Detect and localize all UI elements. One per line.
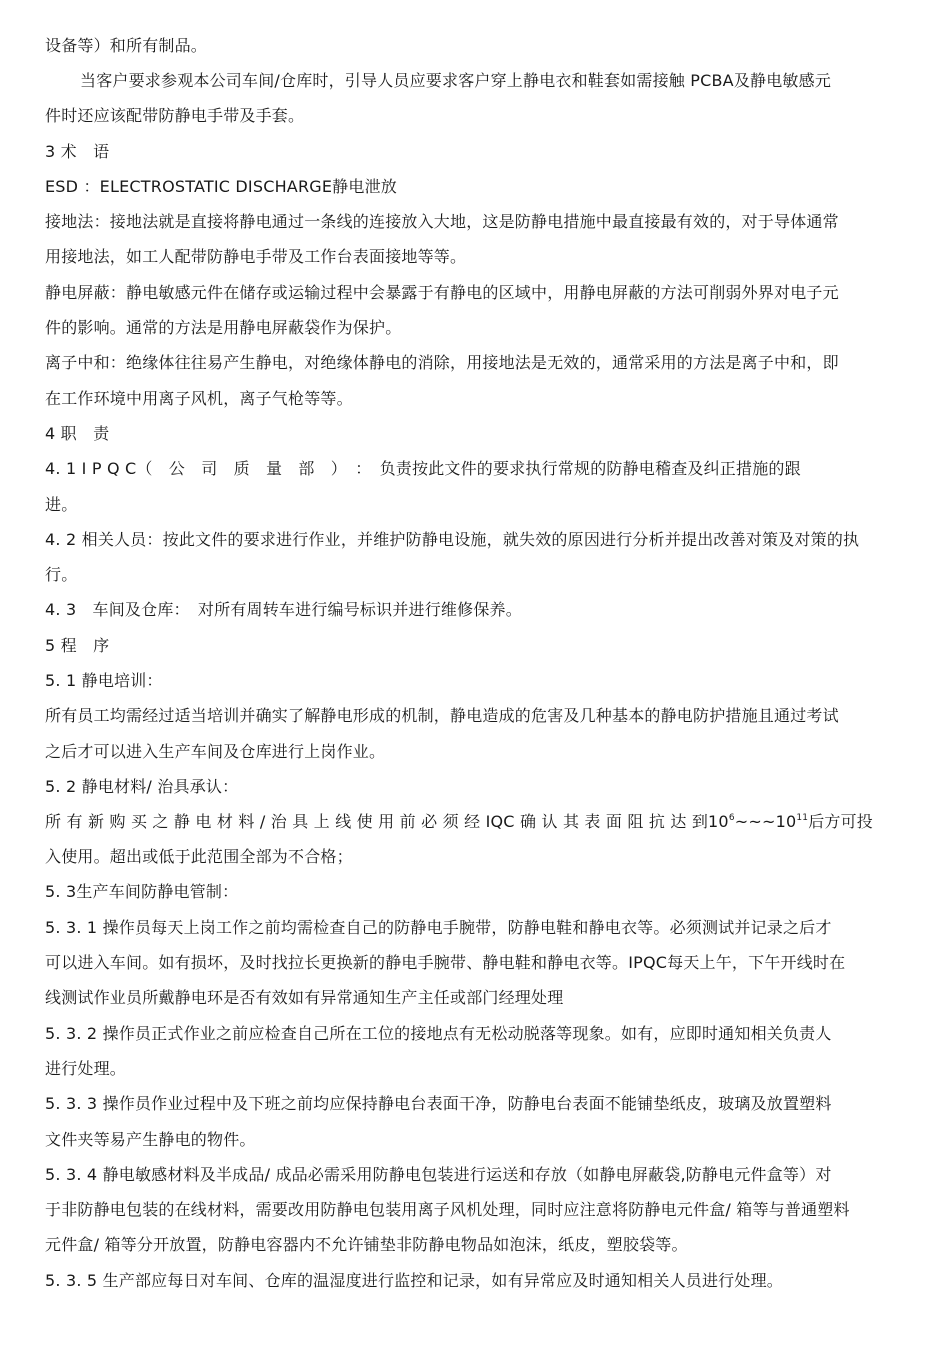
text-line: 所有员工均需经过适当培训并确实了解静电形成的机制，静电造成的危害及几种基本的静电防护措施且通过考试 — [45, 706, 839, 725]
text-line: 进行处理。 — [45, 1059, 127, 1078]
text-line: 离子中和：绝缘体往往易产生静电，对绝缘体静电的消除，用接地法是无效的，通常采用的方法是离子中和，即 — [45, 353, 839, 372]
resistance-line — [45, 811, 925, 835]
text-line: 可以进入车间。如有损坏，及时找拉长更换新的静电手腕带、静电鞋和静电衣等。IPQC每天上午，下午开线时在 — [45, 953, 846, 972]
text-line: 5. 3. 1 操作员每天上岗工作之前均需检查自己的防静电手腕带，防静电鞋和静电衣等。必须测试并记录之后才 — [45, 918, 832, 937]
resistance-suffix: 后方可投 — [808, 812, 874, 831]
text-line: 当客户要求参观本公司车间/仓库时，引导人员应要求客户穿上静电衣和鞋套如需接触 PCBA及静电敏感元 — [80, 71, 832, 90]
text-line: 在工作环境中用离子风机，离子气枪等等。 — [45, 389, 353, 408]
text-line: 线测试作业员所戴静电环是否有效如有异常通知生产主任或部门经理处理 — [45, 988, 564, 1007]
text-line: 5. 3. 2 操作员正式作业之前应检查自己所在工位的接地点有无松动脱落等现象。如有，应即时通知相关负责人 — [45, 1024, 832, 1043]
text-line: ESD ：ELECTROSTATIC DISCHARGE静电泄放 — [45, 177, 397, 196]
section-heading-procedure: 5 程 序 — [45, 636, 110, 655]
text-line: 5. 3生产车间防静电管制： — [45, 882, 239, 901]
text-line: 设备等）和所有制品。 — [45, 36, 208, 55]
text-line: 件的影响。通常的方法是用静电屏蔽袋作为保护。 — [45, 318, 402, 337]
text-line: 之后才可以进入生产车间及仓库进行上岗作业。 — [45, 742, 386, 761]
text-line: 4. 1 I P Q C（ 公 司 质 量 部 ） ： 负责按此文件的要求执行常规的防静电稽查及纠正措施的跟 — [45, 459, 801, 478]
resistance-exp-low: 6 — [728, 813, 735, 823]
text-line: 5. 2 静电材料/ 治具承认： — [45, 777, 239, 796]
section-heading-terms: 3 术 语 — [45, 142, 110, 161]
text-line: 元件盒/ 箱等分开放置，防静电容器内不允许铺垫非防静电物品如泡沫，纸皮，塑胶袋等。 — [45, 1235, 688, 1254]
resistance-middle: ~~~10 — [734, 812, 797, 831]
text-line: 行。 — [45, 565, 78, 584]
text-line: 5. 1 静电培训： — [45, 671, 163, 690]
section-heading-duties: 4 职 责 — [45, 424, 110, 443]
text-line: 件时还应该配带防静电手带及手套。 — [45, 106, 305, 125]
text-line: 4. 3 车间及仓库： 对所有周转车进行编号标识并进行维修保养。 — [45, 600, 522, 619]
text-line: 用接地法，如工人配带防静电手带及工作台表面接地等等。 — [45, 247, 467, 266]
text-line: 于非防静电包装的在线材料，需要改用防静电包装用离子风机处理，同时应注意将防静电元件盒/ 箱等与普通塑料 — [45, 1200, 850, 1219]
text-line: 4. 2 相关人员：按此文件的要求进行作业，并维护防静电设施，就失效的原因进行分析并提出改善对策及对策的执 — [45, 530, 860, 549]
text-line: 接地法：接地法就是直接将静电通过一条线的连接放入大地，这是防静电措施中最直接最有效的，对于导体通常 — [45, 212, 839, 231]
text-line: 入使用。超出或低于此范围全部为不合格； — [45, 847, 353, 866]
text-line: 5. 3. 3 操作员作业过程中及下班之前均应保持静电台表面干净，防静电台表面不能铺垫纸皮，玻璃及放置塑料 — [45, 1094, 832, 1113]
text-line: 5. 3. 5 生产部应每日对车间、仓库的温湿度进行监控和记录，如有异常应及时通知相关人员进行处理。 — [45, 1271, 783, 1290]
resistance-prefix: 所 有 新 购 买 之 静 电 材 料 / 治 具 上 线 使 用 前 必 须 经 IQC 确 认 其 表 面 阻 抗 达 到10 — [45, 812, 729, 831]
text-line: 5. 3. 4 静电敏感材料及半成品/ 成品必需采用防静电包装进行运送和存放（如静电屏蔽袋,防静电元件盒等）对 — [45, 1165, 832, 1184]
text-line: 文件夹等易产生静电的物件。 — [45, 1130, 256, 1149]
resistance-exp-high: 11 — [796, 813, 809, 823]
text-line: 进。 — [45, 495, 78, 514]
text-line: 静电屏蔽：静电敏感元件在储存或运输过程中会暴露于有静电的区域中，用静电屏蔽的方法可削弱外界对电子元 — [45, 283, 839, 302]
